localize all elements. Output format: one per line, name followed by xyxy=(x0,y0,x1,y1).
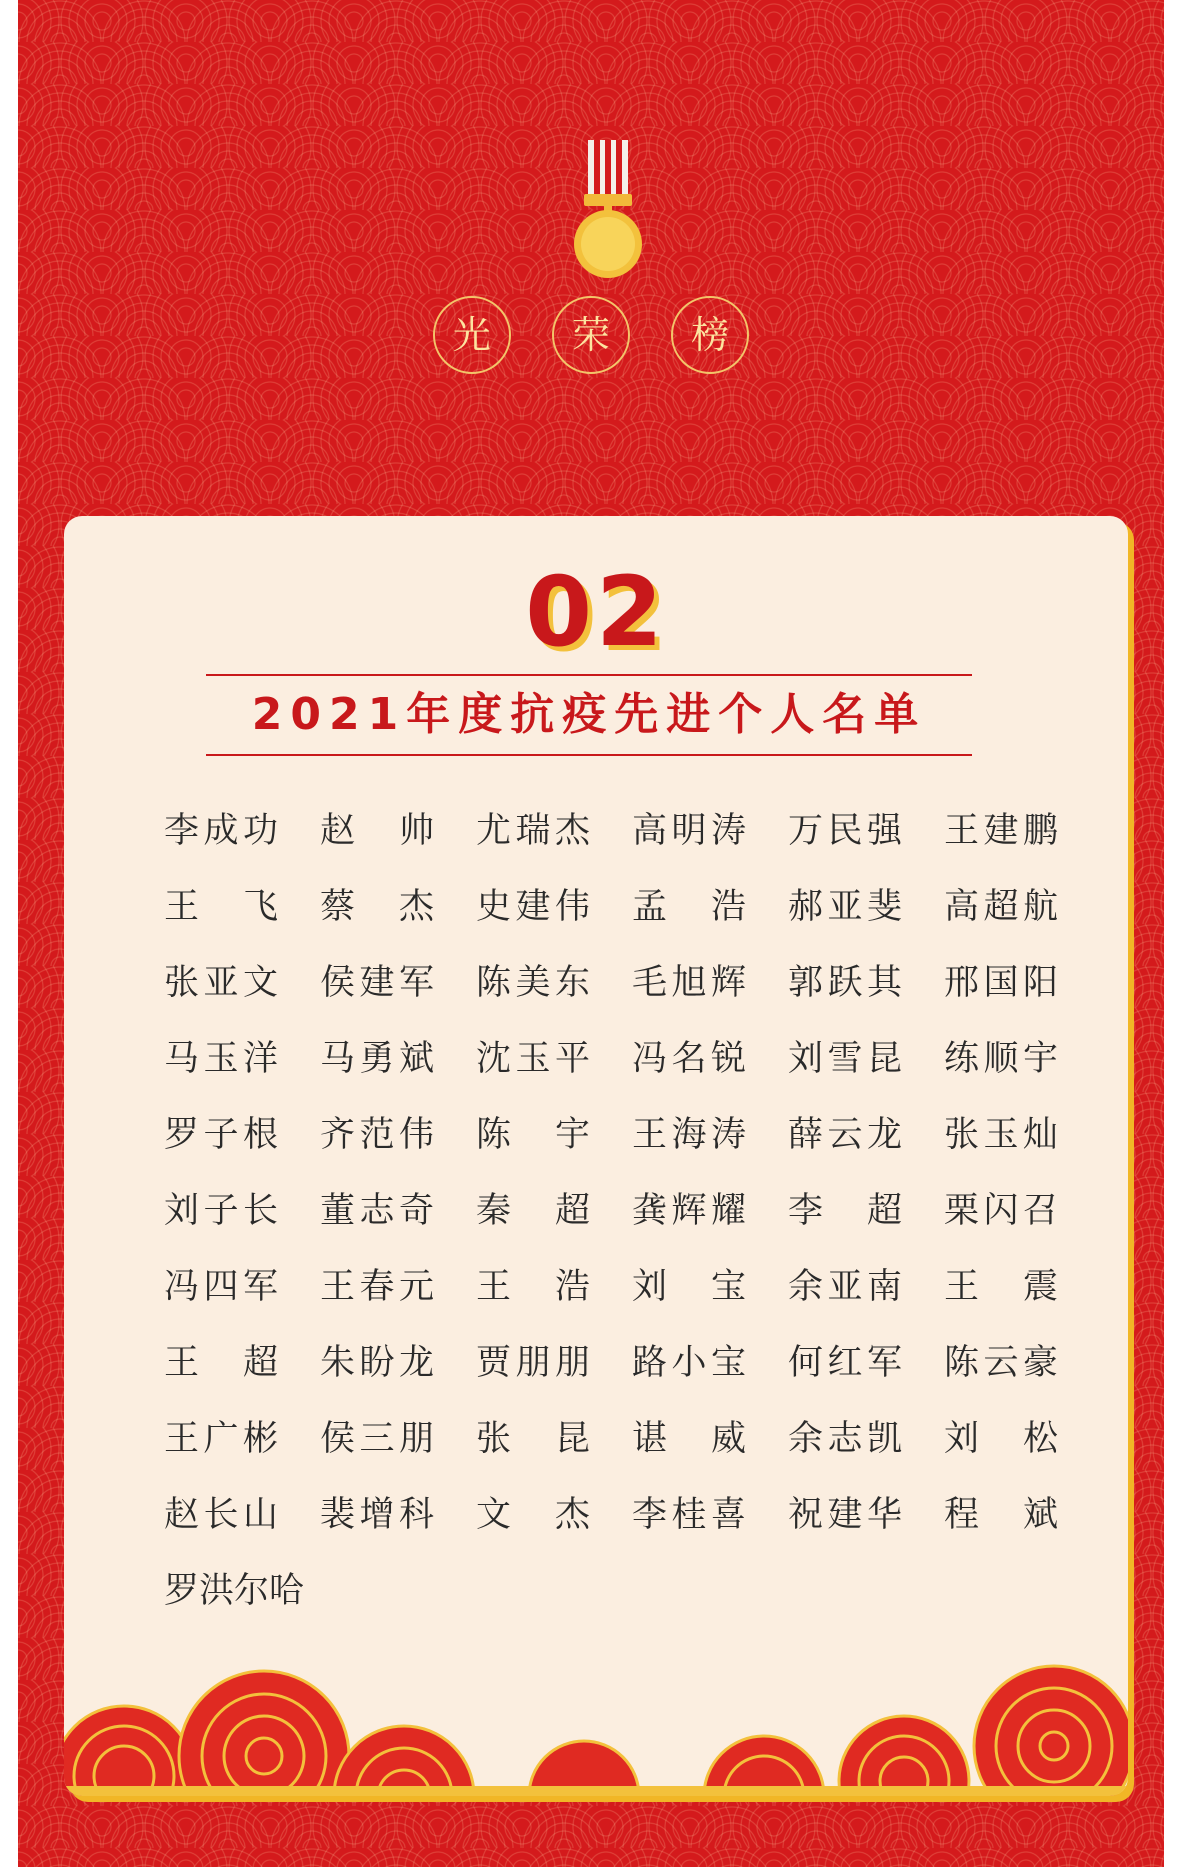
person-name: 余亚南 xyxy=(788,1267,902,1307)
section-title-frame xyxy=(206,674,972,756)
person-name: 刘 宝 xyxy=(632,1267,746,1307)
person-name: 马勇斌 xyxy=(320,1039,434,1079)
person-name: 冯四军 xyxy=(164,1267,278,1307)
person-name: 王海涛 xyxy=(632,1115,746,1155)
person-name: 陈 宇 xyxy=(476,1115,590,1155)
person-name: 陈云豪 xyxy=(944,1343,1058,1383)
person-name: 毛旭辉 xyxy=(632,963,746,1003)
person-name: 秦 超 xyxy=(476,1191,590,1231)
person-name: 罗洪尔哈 xyxy=(164,1571,305,1611)
section-number: 02 xyxy=(525,556,667,668)
person-name: 张玉灿 xyxy=(944,1115,1058,1155)
person-name: 刘 松 xyxy=(944,1419,1058,1459)
cloud-decoration xyxy=(64,1646,1128,1796)
person-name: 李桂喜 xyxy=(632,1495,746,1535)
person-name: 张 昆 xyxy=(476,1419,590,1459)
title-badge: 光 xyxy=(433,296,511,374)
person-name: 刘雪昆 xyxy=(788,1039,902,1079)
person-name: 高明涛 xyxy=(632,811,746,851)
person-name: 史建伟 xyxy=(476,887,590,927)
person-name: 练顺宇 xyxy=(944,1039,1058,1079)
person-name: 薛云龙 xyxy=(788,1115,902,1155)
names-grid xyxy=(164,806,1058,1616)
person-name: 罗子根 xyxy=(164,1115,278,1155)
person-name: 高超航 xyxy=(944,887,1058,927)
person-name: 沈玉平 xyxy=(476,1039,590,1079)
person-name: 张亚文 xyxy=(164,963,278,1003)
honor-roll-poster xyxy=(18,0,1164,1867)
person-name: 余志凯 xyxy=(788,1419,902,1459)
person-name: 董志奇 xyxy=(320,1191,434,1231)
person-name: 王 浩 xyxy=(476,1267,590,1307)
person-name: 赵 帅 xyxy=(320,811,434,851)
person-name: 谌 威 xyxy=(632,1419,746,1459)
medal-icon xyxy=(558,132,658,282)
person-name: 程 斌 xyxy=(944,1495,1058,1535)
person-name: 王建鹏 xyxy=(944,811,1058,851)
honor-roll-title xyxy=(18,296,1164,374)
person-name: 李成功 xyxy=(164,811,278,851)
person-name: 王 震 xyxy=(944,1267,1058,1307)
person-name: 刘子长 xyxy=(164,1191,278,1231)
person-name: 龚辉耀 xyxy=(632,1191,746,1231)
person-name: 万民强 xyxy=(788,811,902,851)
person-name: 祝建华 xyxy=(788,1495,902,1535)
person-name: 栗闪召 xyxy=(944,1191,1058,1231)
person-name: 何红军 xyxy=(788,1343,902,1383)
person-name: 王 超 xyxy=(164,1343,278,1383)
person-name: 侯三朋 xyxy=(320,1419,434,1459)
person-name: 王春元 xyxy=(320,1267,434,1307)
person-name: 郝亚斐 xyxy=(788,887,902,927)
person-name: 蔡 杰 xyxy=(320,887,434,927)
person-name: 贾朋朋 xyxy=(476,1343,590,1383)
name-list-card xyxy=(64,516,1128,1796)
person-name: 王广彬 xyxy=(164,1419,278,1459)
person-name: 马玉洋 xyxy=(164,1039,278,1079)
person-name: 文 杰 xyxy=(476,1495,590,1535)
person-name: 赵长山 xyxy=(164,1495,278,1535)
person-name: 孟 浩 xyxy=(632,887,746,927)
person-name: 路小宝 xyxy=(632,1343,746,1383)
person-name: 裴增科 xyxy=(320,1495,434,1535)
person-name: 郭跃其 xyxy=(788,963,902,1003)
person-name: 齐范伟 xyxy=(320,1115,434,1155)
person-name: 冯名锐 xyxy=(632,1039,746,1079)
person-name: 王 飞 xyxy=(164,887,278,927)
person-name: 陈美东 xyxy=(476,963,590,1003)
person-name: 侯建军 xyxy=(320,963,434,1003)
person-name: 尤瑞杰 xyxy=(476,811,590,851)
section-title: 2021年度抗疫先进个人名单 xyxy=(251,689,927,740)
title-badge: 榜 xyxy=(671,296,749,374)
title-badge: 荣 xyxy=(552,296,630,374)
person-name: 李 超 xyxy=(788,1191,902,1231)
person-name: 朱盼龙 xyxy=(320,1343,434,1383)
person-name: 邢国阳 xyxy=(944,963,1058,1003)
